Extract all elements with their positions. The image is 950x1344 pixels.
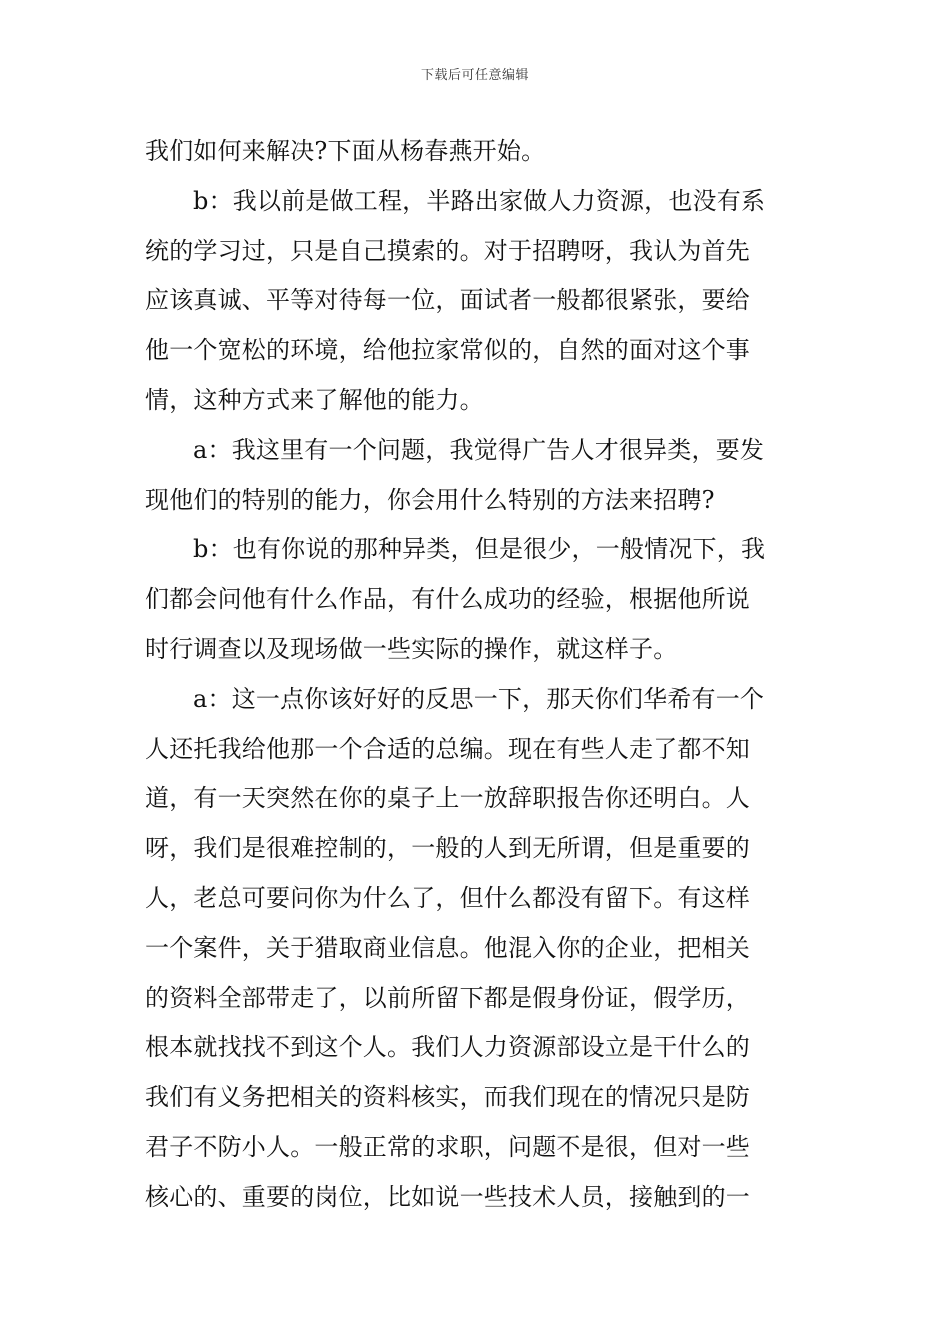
text-line: 人，老总可要问你为什么了，但什么都没有留下。有这样 [145,883,750,912]
text-line: 君子不防小人。一般正常的求职，问题不是很，但对一些 [145,1132,750,1161]
text-line: 呀，我们是很难控制的，一般的人到无所谓，但是重要的 [145,834,750,863]
text-line: 我们有义务把相关的资料核实，而我们现在的情况只是防 [145,1083,750,1112]
text-line: 他一个宽松的环境，给他拉家常似的，自然的面对这个事 [145,336,750,365]
text-line: 的资料全部带走了，以前所留下都是假身份证，假学历， [145,983,750,1012]
text-line: 统的学习过，只是自己摸索的。对于招聘呀，我认为首先 [145,236,750,265]
text-line: 现他们的特别的能力，你会用什么特别的方法来招聘? [145,485,715,514]
text-line: 人还托我给他那一个合适的总编。现在有些人走了都不知 [145,734,750,763]
text-line: 根本就找找不到这个人。我们人力资源部设立是干什么的 [145,1033,750,1062]
text-line: 情，这种方式来了解他的能力。 [145,385,484,414]
text-line: a：我这里有一个问题，我觉得广告人才很异类，要发 [193,435,765,464]
text-line: 道，有一天突然在你的桌子上一放辞职报告你还明白。人 [145,784,750,813]
text-line: b：我以前是做工程，半路出家做人力资源，也没有系 [193,186,766,215]
text-line: 一个案件，关于猎取商业信息。他混入你的企业，把相关 [145,933,750,962]
text-line: 核心的、重要的岗位，比如说一些技术人员，接触到的一 [145,1182,750,1211]
text-line: a：这一点你该好好的反思一下，那天你们华希有一个 [193,684,765,713]
text-line: 们都会问他有什么作品，有什么成功的经验，根据他所说 [145,585,750,614]
text-line: 我们如何来解决?下面从杨春燕开始。 [145,137,546,165]
text-line: 应该真诚、平等对待每一位，面试者一般都很紧张，要给 [145,286,750,315]
text-line: b：也有你说的那种异类，但是很少，一般情况下，我 [193,535,766,564]
document-body [145,127,810,1223]
page-header: 下载后可任意编辑 [420,68,529,83]
text-line: 时行调查以及现场做一些实际的操作，就这样子。 [145,634,678,663]
